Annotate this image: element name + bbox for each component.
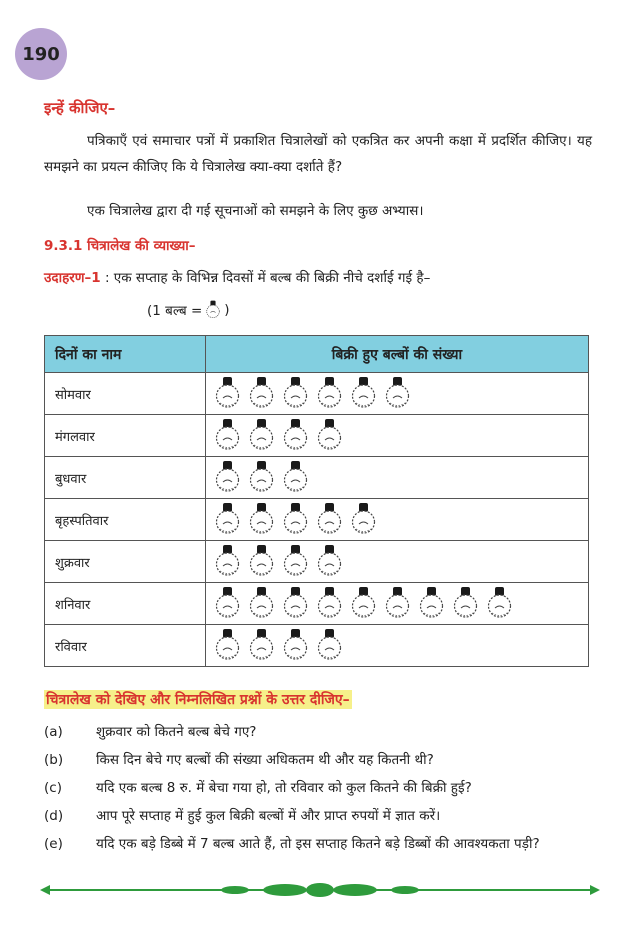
example-text: : एक सप्ताह के विभिन्न दिवसों में बल्ब की बिक्री नीचे दर्शाई गई है– [104, 270, 431, 286]
bulb-icon [282, 376, 309, 411]
bulb-row [206, 376, 588, 411]
bulb-icon [486, 586, 513, 621]
question-text: शुक्रवार को कितने बल्ब बेचे गए? [96, 724, 257, 740]
bulb-row [206, 544, 588, 579]
footer-ornament [40, 880, 600, 900]
key-text: (1 बल्ब = [147, 303, 203, 319]
bulb-icon [282, 418, 309, 453]
bulb-icon [282, 586, 309, 621]
bulb-icon [214, 376, 241, 411]
bulb-count-cell [206, 499, 589, 541]
bulb-icon [316, 628, 343, 663]
day-name: बुधवार [45, 457, 206, 499]
bulb-icon [214, 460, 241, 495]
bulb-icon [282, 628, 309, 663]
table-row [45, 415, 589, 457]
bulb-icon [316, 376, 343, 411]
bulb-icon [282, 544, 309, 579]
bulb-icon [316, 502, 343, 537]
bulb-row [206, 628, 588, 663]
section-heading: इन्हें कीजिए– [44, 99, 116, 117]
example-line [44, 268, 430, 286]
bulb-icon [214, 544, 241, 579]
bulb-row [206, 586, 588, 621]
bulb-icon [214, 502, 241, 537]
day-name: शुक्रवार [45, 541, 206, 583]
table-header-row [45, 336, 589, 373]
bulb-icon [282, 502, 309, 537]
table-row [45, 457, 589, 499]
bulb-row [206, 418, 588, 453]
bulb-row [206, 460, 588, 495]
bulb-count-cell [206, 457, 589, 499]
bulb-count-cell [206, 583, 589, 625]
bulb-icon [248, 586, 275, 621]
paragraph-2: एक चित्रालेख द्वारा दी गई सूचनाओं को समझने के लिए कुछ अभ्यास। [87, 203, 424, 219]
bulb-icon [316, 418, 343, 453]
question-item [44, 834, 604, 852]
bulb-icon [316, 544, 343, 579]
bulb-icon [248, 376, 275, 411]
bulb-count-cell [206, 625, 589, 667]
question-item [44, 722, 604, 740]
bulb-icon [350, 376, 377, 411]
question-label: (d) [44, 808, 64, 824]
bulb-icon [316, 586, 343, 621]
question-item [44, 750, 604, 768]
subsection-title: 9.3.1 चित्रालेख की व्याख्या– [44, 238, 196, 254]
bulb-icon [248, 544, 275, 579]
bulb-icon [248, 418, 275, 453]
page-number: 190 [22, 43, 60, 65]
question-text: यदि एक बल्ब 8 रु. में बेचा गया हो, तो रविवार को कुल कितने की बिक्री हुई? [96, 780, 472, 796]
key-close: ) [224, 302, 230, 318]
bulb-icon [350, 586, 377, 621]
table-row [45, 625, 589, 667]
bulb-icon [214, 418, 241, 453]
day-name: मंगलवार [45, 415, 206, 457]
question-label: (b) [44, 752, 64, 768]
bulb-icon [452, 586, 479, 621]
question-label: (a) [44, 724, 63, 740]
pictograph-key [147, 300, 230, 320]
question-text: आप पूरे सप्ताह में हुई कुल बिक्री बल्बों में और प्राप्त रुपयों में ज्ञात करें। [96, 808, 441, 824]
header-day: दिनों का नाम [45, 336, 206, 373]
questions-heading: चित्रालेख को देखिए और निम्नलिखित प्रश्नों के उत्तर दीजिए– [46, 692, 350, 708]
table-row [45, 499, 589, 541]
bulb-icon [418, 586, 445, 621]
bulb-icon [248, 502, 275, 537]
day-name: शनिवार [45, 583, 206, 625]
table-body [45, 373, 589, 667]
bulb-icon [248, 628, 275, 663]
question-text: यदि एक बड़े डिब्बे में 7 बल्ब आते हैं, तो इस सप्ताह कितने बड़े डिब्बों की आवश्यकता पड़ी? [96, 836, 540, 852]
bulb-count-cell [206, 541, 589, 583]
page-number-badge [15, 28, 67, 80]
table-row [45, 583, 589, 625]
bulb-count-cell [206, 415, 589, 457]
question-label: (e) [44, 836, 63, 852]
bulb-icon [205, 300, 221, 320]
day-name: सोमवार [45, 373, 206, 415]
table-row [45, 373, 589, 415]
example-label: उदाहरण–1 [44, 270, 101, 286]
paragraph-1: पत्रिकाएँ एवं समाचार पत्रों में प्रकाशित चित्रालेखों को एकत्रित कर अपनी कक्षा में प्रदर्शित कीजिए। यह समझने का प्रयत्न कीजिए कि ये चित्रालेख क्या-क्या दर्शाते हैं? [44, 133, 592, 175]
question-text: किस दिन बेचे गए बल्बों की संख्या अधिकतम थी और यह कितनी थी? [96, 752, 434, 768]
bulb-icon [384, 376, 411, 411]
table-row [45, 541, 589, 583]
pictograph-table [44, 335, 589, 667]
day-name: रविवार [45, 625, 206, 667]
bulb-icon [248, 460, 275, 495]
question-item [44, 806, 604, 824]
bulb-icon [214, 586, 241, 621]
header-count: बिक्री हुए बल्बों की संख्या [206, 336, 589, 373]
bulb-icon [350, 502, 377, 537]
day-name: बृहस्पतिवार [45, 499, 206, 541]
bulb-icon [384, 586, 411, 621]
question-item [44, 778, 604, 796]
bulb-icon [214, 628, 241, 663]
bulb-icon [282, 460, 309, 495]
bulb-row [206, 502, 588, 537]
bulb-count-cell [206, 373, 589, 415]
question-label: (c) [44, 780, 62, 796]
